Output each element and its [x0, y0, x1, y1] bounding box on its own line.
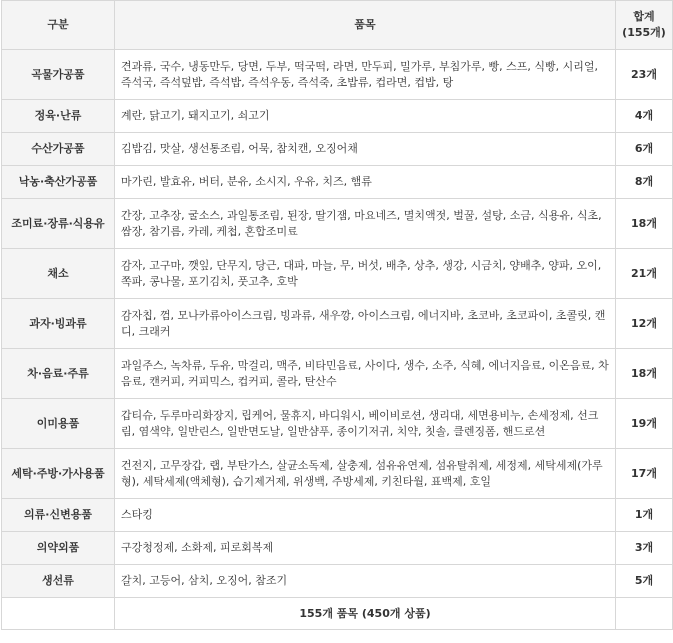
row-category: 세탁·주방·가사용품 [2, 449, 115, 499]
table-row [2, 299, 673, 349]
row-count: 23개 [616, 50, 673, 100]
row-items: 계란, 닭고기, 돼지고기, 쇠고기 [115, 100, 616, 133]
table-row [2, 249, 673, 299]
row-category: 의류·신변용품 [2, 499, 115, 532]
row-count: 8개 [616, 166, 673, 199]
row-count: 21개 [616, 249, 673, 299]
table-row [2, 565, 673, 598]
row-count: 3개 [616, 532, 673, 565]
row-category: 조미료·장류·식용유 [2, 199, 115, 249]
header-row [2, 1, 673, 50]
row-category: 의약외품 [2, 532, 115, 565]
table-row [2, 499, 673, 532]
row-category: 곡물가공품 [2, 50, 115, 100]
row-category: 낙농·축산가공품 [2, 166, 115, 199]
row-category: 수산가공품 [2, 133, 115, 166]
row-items: 김밥김, 맛살, 생선통조림, 어묵, 참치캔, 오징어채 [115, 133, 616, 166]
row-items: 과일주스, 녹차류, 두유, 막걸리, 맥주, 비타민음료, 사이다, 생수, 소주, 식혜, 에너지음료, 이온음료, 차음료, 캔커피, 커피믹스, 컵커피, 콜라, 탄산수 [115, 349, 616, 399]
row-items: 견과류, 국수, 냉동만두, 당면, 두부, 떡국떡, 라면, 만두피, 밀가루, 부침가루, 빵, 스프, 식빵, 시리얼, 즉석국, 즉석덮밥, 즉석밥, 즉석우동, 즉석죽, 초밥류, 컵라면, 컵밥, 탕 [115, 50, 616, 100]
header-items: 품목 [115, 1, 616, 50]
row-count: 18개 [616, 199, 673, 249]
table-row [2, 166, 673, 199]
header-total: 합계 (155개) [616, 1, 673, 50]
row-count: 1개 [616, 499, 673, 532]
row-category: 채소 [2, 249, 115, 299]
header-category: 구분 [2, 1, 115, 50]
row-items: 마가린, 발효유, 버터, 분유, 소시지, 우유, 치즈, 햄류 [115, 166, 616, 199]
row-category: 이미용품 [2, 399, 115, 449]
row-category: 과자·빙과류 [2, 299, 115, 349]
footer-empty [616, 598, 673, 630]
row-category: 차·음료·주류 [2, 349, 115, 399]
row-category: 정육·난류 [2, 100, 115, 133]
row-items: 구강청정제, 소화제, 피로회복제 [115, 532, 616, 565]
table-row [2, 449, 673, 499]
table-row [2, 349, 673, 399]
row-items: 갑티슈, 두루마리화장지, 립케어, 물휴지, 바디워시, 베이비로션, 생리대, 세면용비누, 손세정제, 선크림, 염색약, 일반린스, 일반면도날, 일반샴푸, 종이기저귀, 치약, 칫솔, 클렌징폼, 핸드로션 [115, 399, 616, 449]
table-row [2, 133, 673, 166]
table-row [2, 399, 673, 449]
row-items: 간장, 고추장, 굴소스, 과일통조림, 된장, 딸기잼, 마요네즈, 멸치액젓, 벌꿀, 설탕, 소금, 식용유, 식초, 쌈장, 참기름, 카레, 케첩, 혼합조미료 [115, 199, 616, 249]
row-items: 스타킹 [115, 499, 616, 532]
row-items: 감자, 고구마, 깻잎, 단무지, 당근, 대파, 마늘, 무, 버섯, 배추, 상추, 생강, 시금치, 양배추, 양파, 오이, 쪽파, 콩나물, 포기김치, 풋고추, 호박 [115, 249, 616, 299]
row-count: 12개 [616, 299, 673, 349]
row-count: 19개 [616, 399, 673, 449]
row-count: 4개 [616, 100, 673, 133]
product-table [1, 0, 673, 630]
row-count: 6개 [616, 133, 673, 166]
row-category: 생선류 [2, 565, 115, 598]
table-row [2, 100, 673, 133]
table-row [2, 199, 673, 249]
table-row [2, 50, 673, 100]
row-count: 17개 [616, 449, 673, 499]
footer-empty [2, 598, 115, 630]
table-row [2, 532, 673, 565]
row-count: 5개 [616, 565, 673, 598]
footer-total: 155개 품목 (450개 상품) [115, 598, 616, 630]
row-count: 18개 [616, 349, 673, 399]
footer-row [2, 598, 673, 630]
row-items: 건전지, 고무장갑, 랩, 부탄가스, 살균소독제, 살충제, 섬유유연제, 섬유탈취제, 세정제, 세탁세제(가루형), 세탁세제(액체형), 습기제거제, 위생백, 주방세제, 키친타월, 표백제, 호일 [115, 449, 616, 499]
row-items: 갈치, 고등어, 삼치, 오징어, 참조기 [115, 565, 616, 598]
row-items: 감자칩, 껌, 모나카류아이스크림, 빙과류, 새우깡, 아이스크림, 에너지바, 초코바, 초코파이, 초콜릿, 캔디, 크래커 [115, 299, 616, 349]
